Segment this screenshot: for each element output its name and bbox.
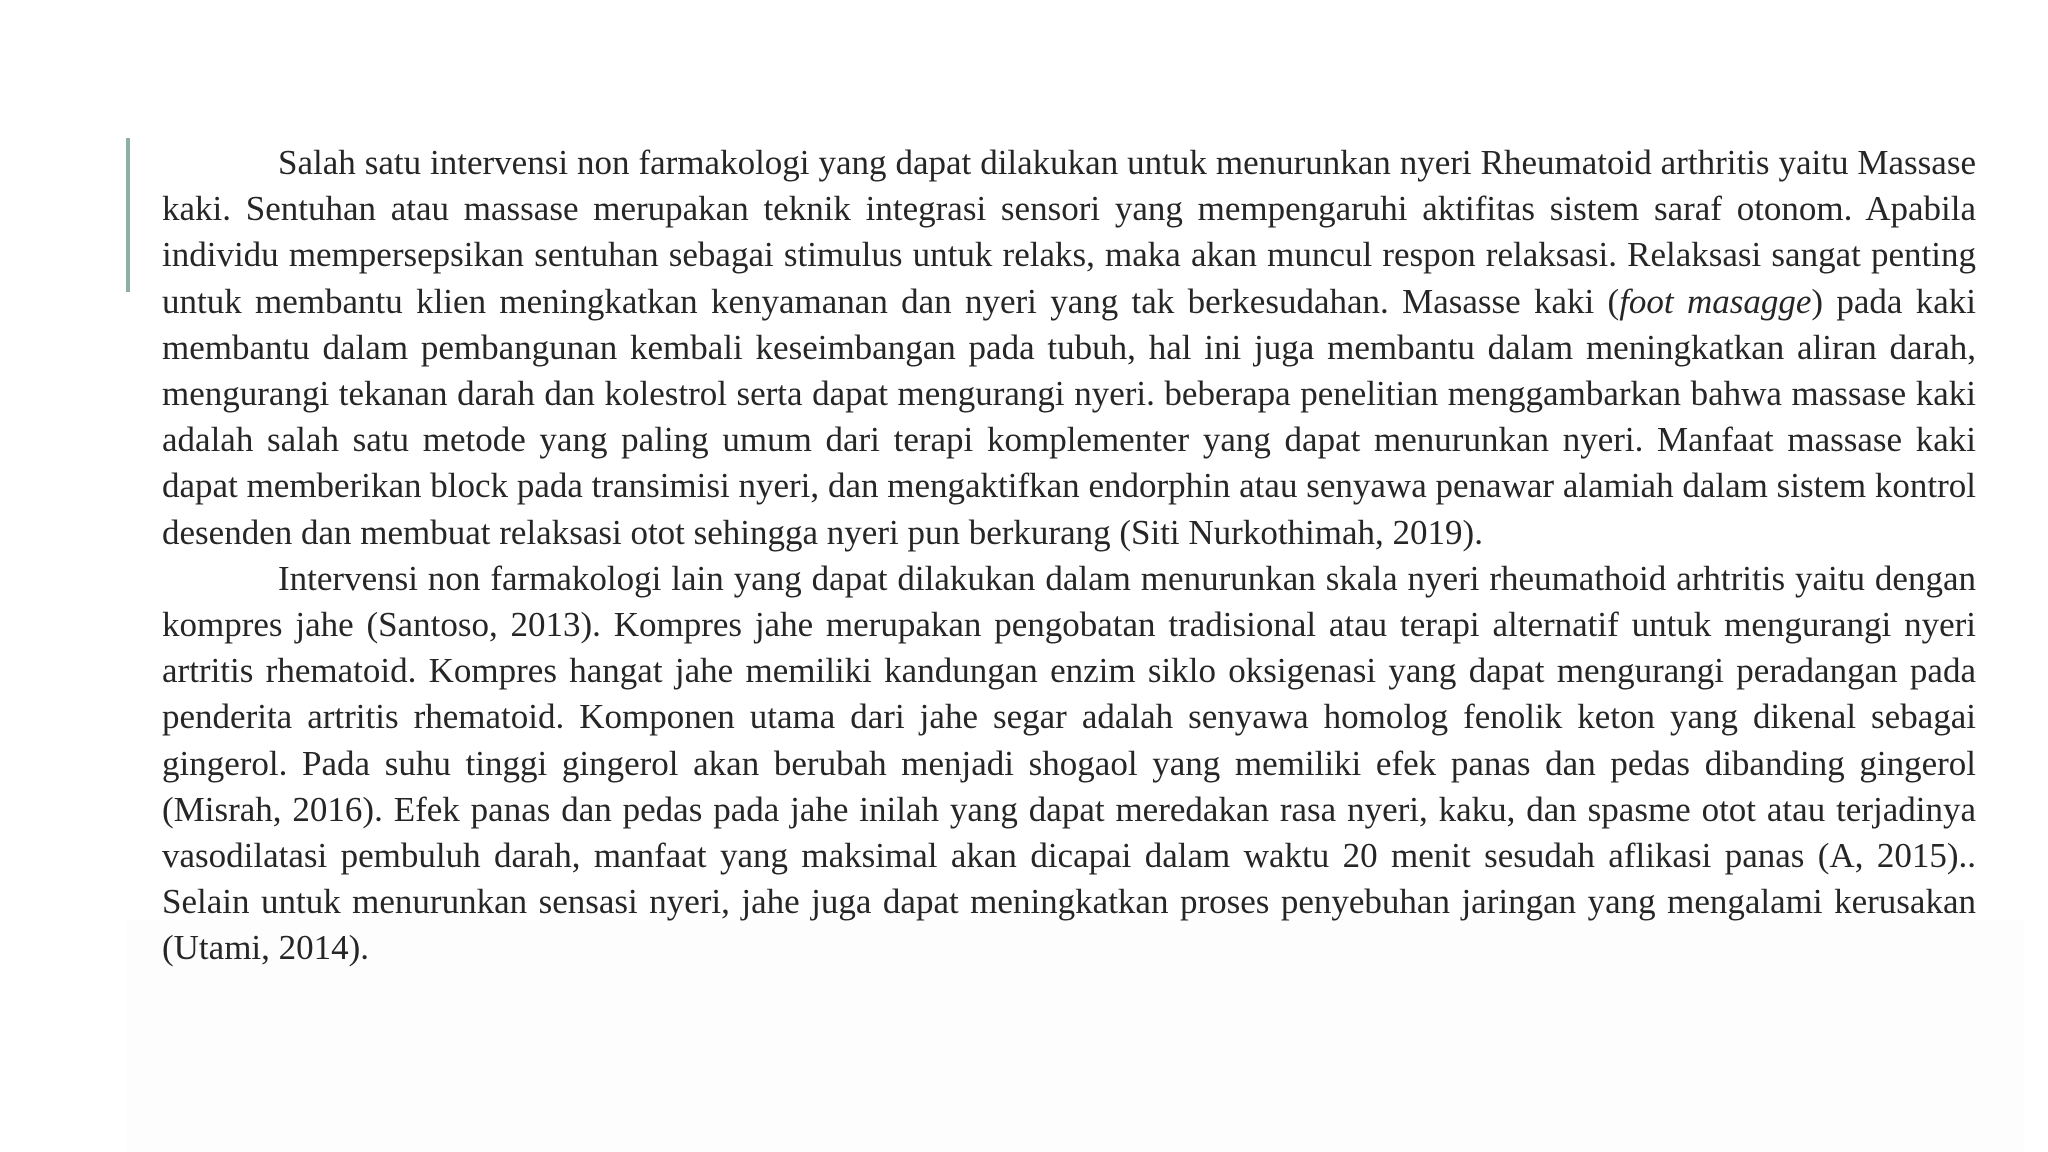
- foot-massage-term: foot masagge: [1619, 281, 1812, 321]
- accent-bar: [126, 138, 130, 292]
- paragraph-massage-text-b: ) pada kaki membantu dalam pembangunan kembali keseimbangan pada tubuh, hal ini juga membantu dalam meningkatkan aliran darah, mengurangi tekanan darah dan kolestrol serta dapat mengurangi nyeri. beberapa penelitian menggambarkan bahwa massase kaki adalah salah satu metode yang paling umum dari terapi komplementer yang dapat menurunkan nyeri. Manfaat massase kaki dapat memberikan block pada transimisi nyeri, dan mengaktifkan endorphin atau senyawa penawar alamiah dalam sistem kontrol desenden dan membuat relaksasi otot sehingga nyeri pun berkurang (Siti Nurkothimah, 2019).: [162, 281, 1977, 552]
- paragraph-massage: [162, 140, 1976, 556]
- text-box: [162, 140, 1976, 972]
- paragraph-ginger-compress: Intervensi non farmakologi lain yang dapat dilakukan dalam menurunkan skala nyeri rheumathoid arhtritis yaitu dengan kompres jahe (Santoso, 2013). Kompres jahe merupakan pengobatan tradisional atau terapi alternatif untuk mengurangi nyeri artritis rhematoid. Kompres hangat jahe memiliki kandungan enzim siklo oksigenasi yang dapat mengurangi peradangan pada penderita artritis rhematoid. Komponen utama dari jahe segar adalah senyawa homolog fenolik keton yang dikenal sebagai gingerol. Pada suhu tinggi gingerol akan berubah menjadi shogaol yang memiliki efek panas dan pedas dibanding gingerol (Misrah, 2016). Efek panas dan pedas pada jahe inilah yang dapat meredakan rasa nyeri, kaku, dan spasme otot atau terjadinya vasodilatasi pembuluh darah, manfaat yang maksimal akan dicapai dalam waktu 20 menit sesudah aflikasi panas (A, 2015).. Selain untuk menurunkan sensasi nyeri, jahe juga dapat meningkatkan proses penyebuhan jaringan yang mengalami kerusakan (Utami, 2014).: [162, 558, 1976, 968]
- paragraph-massage-text-a: Salah satu intervensi non farmakologi yang dapat dilakukan untuk menurunkan nyeri Rheumatoid arthritis yaitu Massase kaki. Sentuhan atau massase merupakan teknik integrasi sensori yang mempengaruhi aktifitas sistem saraf otonom. Apabila individu mempersepsikan sentuhan sebagai stimulus untuk relaks, maka akan muncul respon relaksasi. Relaksasi sangat penting untuk membantu klien meningkatkan kenyamanan dan nyeri yang tak berkesudahan. Masasse kaki (: [162, 143, 1976, 321]
